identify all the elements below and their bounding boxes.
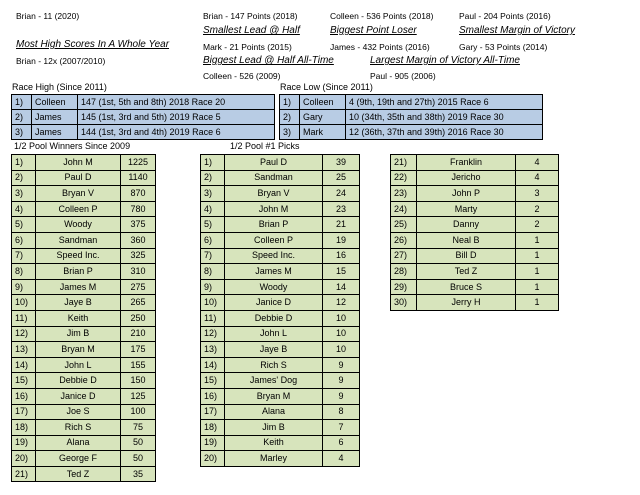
table-cell: 3 [516, 186, 559, 202]
table-row [280, 110, 543, 125]
table-row [201, 310, 360, 326]
table-cell: 1) [12, 155, 36, 171]
table-cell: 125 [121, 388, 156, 404]
table-cell: Rich S [36, 420, 121, 436]
table-row [201, 326, 360, 342]
table-cell: 27) [391, 248, 417, 264]
table-cell: 310 [121, 264, 156, 280]
table-row [280, 95, 543, 110]
table-cell: 14) [12, 357, 36, 373]
table-row [391, 201, 559, 217]
section-header: Smallest Margin of Victory [459, 25, 575, 36]
table-cell: 15 [323, 264, 360, 280]
table-cell: 17) [12, 404, 36, 420]
winners-table [11, 154, 156, 482]
table-cell: 16 [323, 248, 360, 264]
table-cell: 21 [323, 217, 360, 233]
table-cell: 6 [323, 435, 360, 451]
table-cell: Neal B [417, 232, 516, 248]
table-row [12, 388, 156, 404]
table-cell: 6) [201, 232, 225, 248]
table-cell: Jim B [225, 420, 323, 436]
table-cell: Colleen P [225, 232, 323, 248]
table-row [12, 170, 156, 186]
table-cell: 3) [201, 186, 225, 202]
table-row [12, 342, 156, 358]
table-cell: 4 (9th, 19th and 27th) 2015 Race 6 [346, 95, 543, 110]
table-cell: James M [225, 264, 323, 280]
table-cell: James [32, 125, 78, 140]
table-cell: 1225 [121, 155, 156, 171]
table-row [12, 435, 156, 451]
table-cell: 20) [201, 451, 225, 467]
table-cell: 780 [121, 201, 156, 217]
table-row [12, 466, 156, 482]
table-cell: Colleen [32, 95, 78, 110]
table-cell: 30) [391, 295, 417, 311]
table-cell: 145 (1st, 3rd and 5th) 2019 Race 5 [78, 110, 275, 125]
table-cell: Mark [300, 125, 346, 140]
table-row [12, 451, 156, 467]
table-row [12, 186, 156, 202]
stat-text: James - 432 Points (2016) [330, 42, 430, 52]
table-cell: 5) [201, 217, 225, 233]
table-cell: George F [36, 451, 121, 467]
stat-text: Brian - 12x (2007/2010) [16, 56, 106, 66]
table-row [201, 295, 360, 311]
table-cell: Speed Inc. [225, 248, 323, 264]
table-cell: Marty [417, 201, 516, 217]
table-cell: Jaye B [225, 342, 323, 358]
stat-text: Brian - 147 Points (2018) [203, 11, 298, 21]
table-cell: Ted Z [417, 264, 516, 280]
table-cell: 16) [12, 388, 36, 404]
table-cell: 15) [12, 373, 36, 389]
section-header: Largest Margin of Victory All-Time [370, 55, 520, 66]
section-header: Smallest Lead @ Half [203, 25, 300, 36]
table-cell: 9 [323, 357, 360, 373]
table-row [201, 404, 360, 420]
picks-table-continued [390, 154, 559, 311]
table-cell: Alana [225, 404, 323, 420]
table-row [201, 186, 360, 202]
table-row [391, 232, 559, 248]
table-cell: 26) [391, 232, 417, 248]
table-row [201, 248, 360, 264]
table-cell: Jericho [417, 170, 516, 186]
table-cell: Bryan M [225, 388, 323, 404]
race-low-table [279, 94, 543, 140]
table-cell: 1 [516, 232, 559, 248]
table-cell: 1 [516, 295, 559, 311]
race-low-title: Race Low (Since 2011) [280, 82, 373, 92]
table-cell: Marley [225, 451, 323, 467]
table-cell: 1) [280, 95, 300, 110]
table-row [12, 110, 275, 125]
table-cell: 2 [516, 201, 559, 217]
table-row [201, 170, 360, 186]
table-cell: 1140 [121, 170, 156, 186]
table-cell: 9 [323, 388, 360, 404]
table-row [201, 435, 360, 451]
table-cell: 21) [391, 155, 417, 171]
table-cell: Jerry H [417, 295, 516, 311]
table-cell: 5) [12, 217, 36, 233]
table-cell: 1 [516, 264, 559, 280]
picks-title: 1/2 Pool #1 Picks [230, 141, 300, 151]
table-row [391, 186, 559, 202]
table-row [12, 295, 156, 311]
section-header: Biggest Point Loser [330, 25, 417, 36]
table-cell: Gary [300, 110, 346, 125]
table-cell: Debbie D [225, 310, 323, 326]
table-cell: Bryan V [225, 186, 323, 202]
table-cell: 11) [12, 310, 36, 326]
table-cell: 3) [12, 186, 36, 202]
table-row [201, 420, 360, 436]
table-cell: 25 [323, 170, 360, 186]
table-cell: Sandman [225, 170, 323, 186]
table-row [12, 125, 275, 140]
table-cell: 4 [323, 451, 360, 467]
table-cell: Bill D [417, 248, 516, 264]
table-cell: Paul D [225, 155, 323, 171]
table-cell: 10 [323, 326, 360, 342]
table-cell: 210 [121, 326, 156, 342]
table-cell: 50 [121, 435, 156, 451]
table-row [12, 95, 275, 110]
table-cell: James [32, 110, 78, 125]
table-cell: 9) [12, 279, 36, 295]
table-cell: Bryan V [36, 186, 121, 202]
table-cell: 13) [12, 342, 36, 358]
table-cell: 19) [12, 435, 36, 451]
picks-table [200, 154, 360, 467]
table-cell: 10 [323, 342, 360, 358]
table-cell: Alana [36, 435, 121, 451]
table-row [201, 155, 360, 171]
table-cell: Woody [225, 279, 323, 295]
table-cell: Jim B [36, 326, 121, 342]
table-row [201, 357, 360, 373]
table-cell: Joe S [36, 404, 121, 420]
table-cell: Sandman [36, 232, 121, 248]
table-cell: 265 [121, 295, 156, 311]
table-cell: 155 [121, 357, 156, 373]
table-row [12, 326, 156, 342]
table-cell: 275 [121, 279, 156, 295]
table-cell: 12 (36th, 37th and 39th) 2016 Race 30 [346, 125, 543, 140]
table-cell: 1 [516, 279, 559, 295]
stat-text: Paul - 905 (2006) [370, 71, 436, 81]
table-cell: Danny [417, 217, 516, 233]
table-row [391, 217, 559, 233]
table-cell: 11) [201, 310, 225, 326]
table-cell: Brian P [225, 217, 323, 233]
table-cell: James M [36, 279, 121, 295]
table-cell: 2) [12, 170, 36, 186]
table-cell: 14) [201, 357, 225, 373]
table-cell: 2) [201, 170, 225, 186]
table-row [391, 248, 559, 264]
table-cell: 2) [280, 110, 300, 125]
table-row [201, 217, 360, 233]
table-cell: Colleen P [36, 201, 121, 217]
table-cell: 13) [201, 342, 225, 358]
table-cell: Bryan M [36, 342, 121, 358]
table-row [391, 295, 559, 311]
table-cell: 9 [323, 373, 360, 389]
table-cell: Bruce S [417, 279, 516, 295]
table-cell: Brian P [36, 264, 121, 280]
table-cell: Janice D [225, 295, 323, 311]
table-cell: 15) [201, 373, 225, 389]
table-cell: 8) [201, 264, 225, 280]
table-cell: 360 [121, 232, 156, 248]
table-row [12, 248, 156, 264]
section-header: Biggest Lead @ Half All-Time [203, 55, 334, 66]
table-cell: 28) [391, 264, 417, 280]
table-cell: John P [417, 186, 516, 202]
stat-text: Gary - 53 Points (2014) [459, 42, 548, 52]
table-cell: 35 [121, 466, 156, 482]
table-cell: Paul D [36, 170, 121, 186]
table-row [391, 170, 559, 186]
table-cell: Jaye B [36, 295, 121, 311]
table-cell: 24) [391, 201, 417, 217]
stat-text: Colleen - 536 Points (2018) [330, 11, 434, 21]
table-cell: 870 [121, 186, 156, 202]
table-cell: 1) [12, 95, 32, 110]
table-cell: 1 [516, 248, 559, 264]
table-cell: 12) [12, 326, 36, 342]
table-cell: 2 [516, 217, 559, 233]
table-cell: 23 [323, 201, 360, 217]
table-row [12, 357, 156, 373]
table-cell: 3) [12, 125, 32, 140]
table-cell: 23) [391, 186, 417, 202]
table-row [12, 310, 156, 326]
table-cell: 147 (1st, 5th and 8th) 2018 Race 20 [78, 95, 275, 110]
table-row [12, 264, 156, 280]
table-cell: 250 [121, 310, 156, 326]
table-cell: 19 [323, 232, 360, 248]
table-row [12, 420, 156, 436]
table-cell: 16) [201, 388, 225, 404]
section-header: Most High Scores In A Whole Year [16, 39, 170, 50]
table-cell: 2) [12, 110, 32, 125]
table-row [391, 279, 559, 295]
table-cell: 7 [323, 420, 360, 436]
table-cell: 50 [121, 451, 156, 467]
table-cell: 100 [121, 404, 156, 420]
table-cell: 12 [323, 295, 360, 311]
race-high-table [11, 94, 275, 140]
table-cell: 4 [516, 170, 559, 186]
table-cell: 29) [391, 279, 417, 295]
table-row [201, 201, 360, 217]
table-cell: 10 [323, 310, 360, 326]
table-row [201, 388, 360, 404]
table-cell: 21) [12, 466, 36, 482]
table-cell: James' Dog [225, 373, 323, 389]
table-row [201, 451, 360, 467]
table-cell: 10) [201, 295, 225, 311]
table-cell: 17) [201, 404, 225, 420]
table-cell: 20) [12, 451, 36, 467]
table-cell: Franklin [417, 155, 516, 171]
table-cell: 1) [201, 155, 225, 171]
table-cell: 8) [12, 264, 36, 280]
table-cell: 10 (34th, 35th and 38th) 2019 Race 30 [346, 110, 543, 125]
table-cell: 3) [280, 125, 300, 140]
table-cell: 25) [391, 217, 417, 233]
table-cell: 4) [201, 201, 225, 217]
table-cell: 175 [121, 342, 156, 358]
stat-text: Colleen - 526 (2009) [203, 71, 281, 81]
table-cell: Keith [36, 310, 121, 326]
table-cell: Speed Inc. [36, 248, 121, 264]
table-cell: 6) [12, 232, 36, 248]
table-cell: 144 (1st, 3rd and 4th) 2019 Race 6 [78, 125, 275, 140]
table-cell: 4 [516, 155, 559, 171]
table-cell: 19) [201, 435, 225, 451]
table-cell: Keith [225, 435, 323, 451]
table-cell: 12) [201, 326, 225, 342]
table-cell: 8 [323, 404, 360, 420]
table-cell: 22) [391, 170, 417, 186]
table-row [12, 201, 156, 217]
table-row [280, 125, 543, 140]
table-cell: 7) [12, 248, 36, 264]
table-cell: John L [36, 357, 121, 373]
table-row [391, 264, 559, 280]
table-cell: 325 [121, 248, 156, 264]
table-cell: Rich S [225, 357, 323, 373]
table-cell: 7) [201, 248, 225, 264]
table-cell: John M [225, 201, 323, 217]
table-cell: 10) [12, 295, 36, 311]
table-row [201, 373, 360, 389]
table-cell: 14 [323, 279, 360, 295]
table-cell: 150 [121, 373, 156, 389]
winners-title: 1/2 Pool Winners Since 2009 [14, 141, 131, 151]
table-cell: Ted Z [36, 466, 121, 482]
table-row [12, 232, 156, 248]
table-cell: 18) [12, 420, 36, 436]
race-high-title: Race High (Since 2011) [12, 82, 107, 92]
stat-text: Brian - 11 (2020) [16, 11, 80, 21]
table-cell: 24 [323, 186, 360, 202]
table-row [12, 404, 156, 420]
table-row [12, 155, 156, 171]
table-cell: John M [36, 155, 121, 171]
table-cell: 4) [12, 201, 36, 217]
table-cell: John L [225, 326, 323, 342]
table-row [12, 217, 156, 233]
table-row [201, 264, 360, 280]
table-cell: 375 [121, 217, 156, 233]
table-cell: 18) [201, 420, 225, 436]
stat-text: Mark - 21 Points (2015) [203, 42, 292, 52]
table-row [12, 373, 156, 389]
table-cell: 75 [121, 420, 156, 436]
table-cell: Debbie D [36, 373, 121, 389]
table-row [201, 342, 360, 358]
table-cell: Colleen [300, 95, 346, 110]
table-row [201, 279, 360, 295]
table-cell: 39 [323, 155, 360, 171]
table-cell: Janice D [36, 388, 121, 404]
table-cell: Woody [36, 217, 121, 233]
table-row [391, 155, 559, 171]
table-row [201, 232, 360, 248]
table-cell: 9) [201, 279, 225, 295]
stat-text: Paul - 204 Points (2016) [459, 11, 551, 21]
table-row [12, 279, 156, 295]
